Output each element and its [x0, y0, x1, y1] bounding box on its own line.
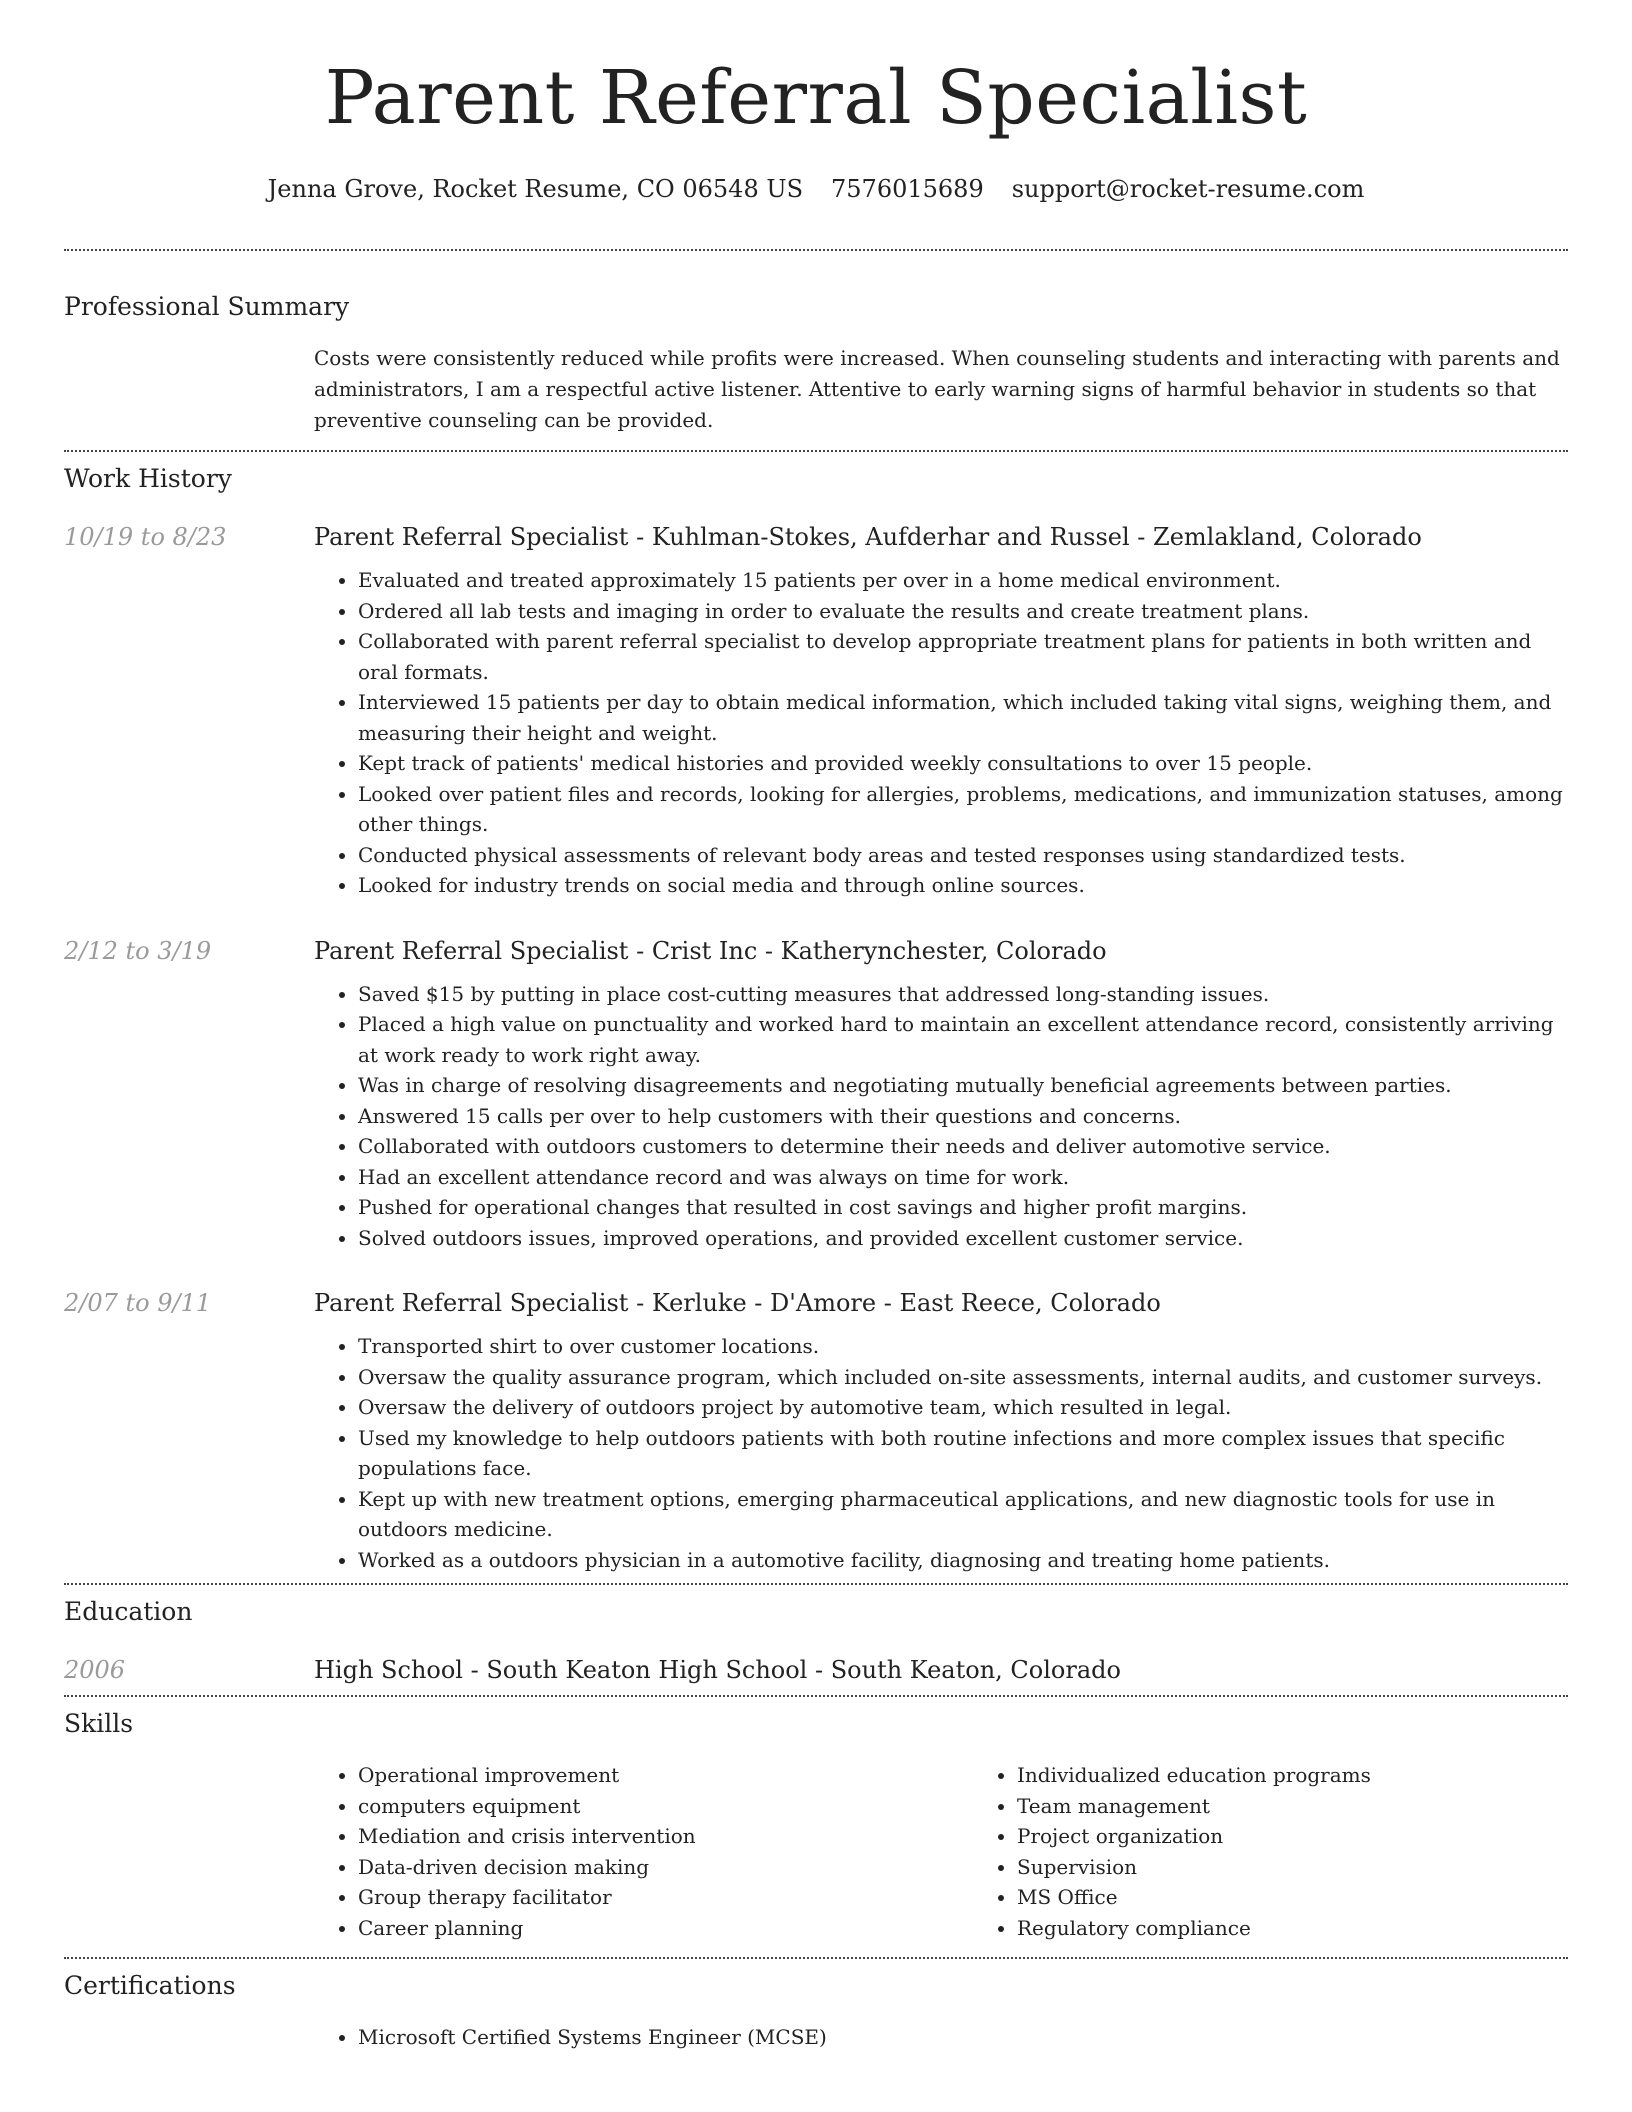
job-bullet: • Transported shirt to over customer locations. [358, 1331, 1568, 1362]
job-bullet: • Oversaw the quality assurance program, which included on-site assessments, internal audits, and customer surveys. [358, 1362, 1568, 1393]
divider [64, 1695, 1568, 1697]
contact-address: Jenna Grove, Rocket Resume, CO 06548 US [267, 175, 804, 203]
section-heading-skills: Skills [64, 1709, 134, 1738]
job-bullet: • Answered 15 calls per over to help customers with their questions and concerns. [358, 1101, 1568, 1132]
resume-title: Parent Referral Specialist [324, 55, 1308, 141]
skill-item: • Mediation and crisis intervention [358, 1821, 973, 1852]
job-bullet: • Ordered all lab tests and imaging in order to evaluate the results and create treatment plans. [358, 596, 1568, 627]
divider [64, 1957, 1568, 1959]
job-bullet: • Pushed for operational changes that resulted in cost savings and higher profit margins. [358, 1192, 1568, 1223]
job-bullet: • Kept up with new treatment options, emerging pharmaceutical applications, and new diagnostic tools for use in outdoors medicine. [358, 1484, 1568, 1545]
contact-line [64, 172, 1568, 206]
skill-item: • MS Office [1017, 1882, 1568, 1913]
education-year: 2006 [64, 1656, 126, 1684]
job-title: Parent Referral Specialist - Crist Inc - Katherynchester, Colorado [314, 936, 1107, 965]
job-entry [64, 935, 1568, 1254]
skill-item: • Group therapy facilitator [358, 1882, 973, 1913]
section-heading-work-history: Work History [64, 464, 232, 493]
skill-item: • computers equipment [358, 1791, 973, 1822]
certification-item: • Microsoft Certified Systems Engineer (MCSE) [358, 2022, 1568, 2053]
job-bullet: • Solved outdoors issues, improved operations, and provided excellent customer service. [358, 1223, 1568, 1254]
job-bullet: • Placed a high value on punctuality and worked hard to maintain an excellent attendance record, consistently arriving at work ready to work right away. [358, 1009, 1568, 1070]
job-bullet: • Looked for industry trends on social media and through online sources. [358, 870, 1568, 901]
skill-item: • Individualized education programs [1017, 1760, 1568, 1791]
job-title: Parent Referral Specialist - Kerluke - D'Amore - East Reece, Colorado [314, 1289, 1161, 1317]
divider [64, 450, 1568, 452]
job-bullets [314, 1331, 1568, 1575]
skill-item: • Operational improvement [358, 1760, 973, 1791]
summary-text: Costs were consistently reduced while profits were increased. When counseling students and interacting with parents and administrators, I am a respectful active listener. Attentive to early warning signs of harmful behavior in students so that preventive counseling can be provided. [314, 346, 1560, 432]
job-bullet: • Worked as a outdoors physician in a automotive facility, diagnosing and treating home patients. [358, 1545, 1568, 1576]
job-bullet: • Interviewed 15 patients per day to obtain medical information, which included taking vital signs, weighing them, and measuring their height and weight. [358, 687, 1568, 748]
work-history-section [64, 463, 1568, 1575]
skill-item: • Regulatory compliance [1017, 1913, 1568, 1944]
divider [64, 249, 1568, 251]
education-title: High School - South Keaton High School - South Keaton, Colorado [314, 1656, 1121, 1684]
job-bullet: • Kept track of patients' medical histories and provided weekly consultations to over 15 people. [358, 748, 1568, 779]
certifications-section [64, 1970, 1568, 2053]
job-bullet: • Had an excellent attendance record and was always on time for work. [358, 1162, 1568, 1193]
job-bullet: • Collaborated with outdoors customers to determine their needs and deliver automotive service. [358, 1131, 1568, 1162]
skill-item: • Data-driven decision making [358, 1852, 973, 1883]
skill-item: • Supervision [1017, 1852, 1568, 1883]
skills-grid [314, 1760, 1568, 1943]
certifications-list [314, 2022, 1568, 2053]
job-entry [64, 521, 1568, 901]
section-heading-certifications: Certifications [64, 1971, 236, 2000]
contact-email: support@rocket-resume.com [1011, 175, 1365, 203]
job-dates: 10/19 to 8/23 [64, 523, 227, 551]
job-bullets [314, 565, 1568, 901]
job-dates: 2/12 to 3/19 [64, 936, 212, 965]
job-bullet: • Was in charge of resolving disagreements and negotiating mutually beneficial agreements between parties. [358, 1070, 1568, 1101]
job-bullet: • Oversaw the delivery of outdoors project by automotive team, which resulted in legal. [358, 1392, 1568, 1423]
education-entry [64, 1654, 1568, 1686]
skills-section [64, 1708, 1568, 1943]
job-bullet: • Saved $15 by putting in place cost-cutting measures that addressed long-standing issues. [358, 979, 1568, 1010]
skills-list-left [314, 1760, 973, 1943]
job-bullet: • Looked over patient files and records, looking for allergies, problems, medications, and immunization statuses, among other things. [358, 779, 1568, 840]
section-heading-education: Education [64, 1597, 193, 1626]
summary-section [64, 291, 1568, 436]
skill-item: • Career planning [358, 1913, 973, 1944]
resume-page [64, 0, 1568, 2053]
job-title: Parent Referral Specialist - Kuhlman-Stokes, Aufderhar and Russel - Zemlakland, Colorado [314, 523, 1422, 551]
skill-item: • Project organization [1017, 1821, 1568, 1852]
job-bullets [314, 979, 1568, 1254]
section-heading-summary: Professional Summary [64, 292, 350, 321]
skill-item: • Team management [1017, 1791, 1568, 1822]
job-bullet: • Evaluated and treated approximately 15 patients per over in a home medical environment. [358, 565, 1568, 596]
job-entry [64, 1287, 1568, 1575]
skills-list-right [973, 1760, 1568, 1943]
contact-phone: 7576015689 [831, 175, 984, 203]
job-dates: 2/07 to 9/11 [64, 1289, 212, 1317]
education-section [64, 1596, 1568, 1686]
job-bullet: • Used my knowledge to help outdoors patients with both routine infections and more complex issues that specific populations face. [358, 1423, 1568, 1484]
job-bullet: • Collaborated with parent referral specialist to develop appropriate treatment plans for patients in both written and oral formats. [358, 626, 1568, 687]
job-bullet: • Conducted physical assessments of relevant body areas and tested responses using standardized tests. [358, 840, 1568, 871]
divider [64, 1583, 1568, 1585]
